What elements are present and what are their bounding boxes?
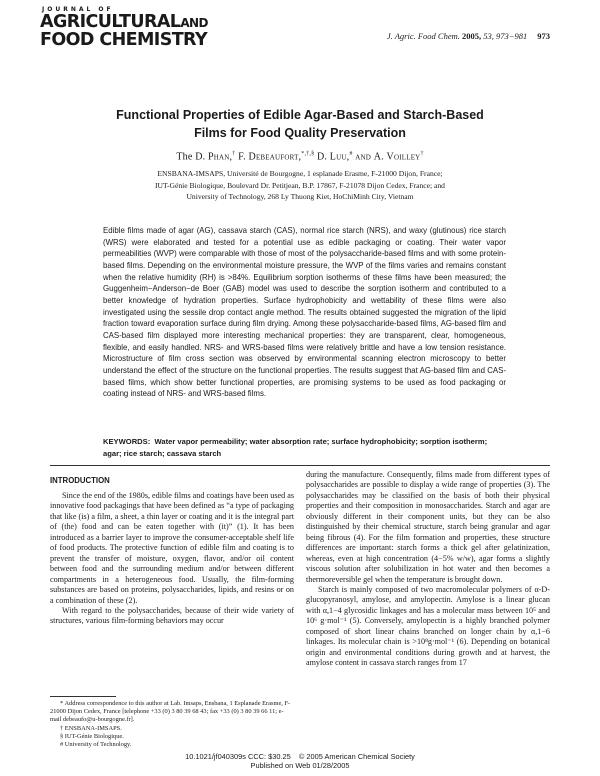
keywords bbox=[103, 436, 506, 459]
left-column bbox=[50, 491, 294, 627]
footnote-affil-3: # University of Technology. bbox=[60, 741, 132, 749]
abstract: Edible films made of agar (AG), cassava starch (CAS), normal rice starch (NRS), and waxy (glutinous) rice starch (WRS) were elaborated and tested for a potential use as edible packaging or coating. Their water vapor permeabilities (WVP) were comparable with those of most of the polysaccharide-based films and with some protein-based films. Depending on the environmental moisture pressure, the WVP of the films varies and remains constant when the relative humidity (RH) is >84%. Equilibrium sorption isotherms of these films have been measured; the Guggenheim−Anderson−de Boer (GAB) model was used to describe the sorption isotherm and contributed to a better knowledge of hydration properties. Surface hydrophobicity and wettability of these films were also investigated using the sessile drop contact angle method. The results obtained suggested the migration of the lipid fraction toward evaporation surface during film drying. Among these polysaccharide-based films, AG-based film and CAS-based film displayed more interesting mechanical properties: they are transparent, clear, homogeneous, flexible, and easily handled. NRS- and WRS-based films were relatively brittle and have a low tension resistance. Microstructure of film cross section was observed by environmental scanning electron microscopy to better understand the effect of the structure on the functional properties. The results suggest that AG-based film and CAS-based films, which show better functional properties, are promising systems to be used as food packaging or coating instead of NRS- and WRS-based films. bbox=[103, 226, 506, 399]
published-line: Published on Web 01/28/2005 bbox=[250, 761, 350, 770]
doi-line: 10.1021/jf040309s CCC: $30.25 © 2005 American Chemical Society bbox=[185, 752, 415, 761]
paragraph: during the manufacture. Consequently, films made from different types of polysaccharides are possible to display a wide range of properties (3). The polysaccharides may be classified on the basis of both their physical properties and their composition in monosaccharides. Starch and agar are obviously different in their component units, but they can be also distinguished by their chemical structure, starch being granular and agar being fibrous (4). For the film formation and properties, these structure differences are important: starch forms a thick gel after gelatinization, whereas, even at high concentration (4−5% w/w), agar forms a slightly viscous solution after solubilization in hot water and then becomes a thermoreversible gel when the temperature is brought down. bbox=[306, 470, 550, 584]
title-line-2: Films for Food Quality Preservation bbox=[194, 126, 406, 140]
affiliation-1: ENSBANA-IMSAPS, Université de Bourgogne, 1 esplanade Erasme, F-21000 Dijon, France; bbox=[157, 169, 443, 178]
footnote-affil-2: § IUT-Génie Biologique. bbox=[60, 732, 124, 740]
citation-journal: J. Agric. Food Chem. bbox=[386, 31, 460, 41]
citation-year: 2005, bbox=[462, 31, 482, 41]
paragraph: Since the end of the 1980s, edible films and coatings have been used as innovative food packagings that have been defined as “a type of packaging that like (is) a film, a sheet, a thin layer or coating and it is the integral part of (the) food and can be eaten together with (it)” (1). It has been introduced as a barrier layer to improve the consumer-acceptable shelf life of food products. The protective function of edible film and coating is to prevent the transfer of moisture, oxygen, flavor, and/or oil content between food and the surrounding medium and/or between different compartments in a heterogeneous food. Usually, the film-forming substances are based on proteins, polysaccharides, lipids, and resins or on a combination of these (2). bbox=[50, 491, 294, 605]
affiliation-3: University of Technology, 268 Ly Thuong Kiet, HoChiMinh City, Vietnam bbox=[186, 192, 414, 202]
footnote-affil-1: † ENSBANA-IMSAPS. bbox=[60, 724, 122, 732]
author-4-name: Voilley bbox=[386, 151, 421, 163]
footnote-correspondence: * Address correspondence to this author at Lab. Imsaps, Ensbana, 1 Esplanade Erasme, F-21000 Dijon Cedex, France [telephone +33 (0) 3 80 39 68 43; fax +33 (0) 3 80 39 66 11; e-mail debeaufo@u-bourgogne.fr]. bbox=[50, 700, 291, 724]
intro-heading: INTRODUCTION bbox=[50, 476, 110, 485]
keywords-text: Water vapor permeability; water absorption rate; surface hydrophobicity; sorption isotherm; agar; rice starch; cassava starch bbox=[103, 437, 488, 458]
section-divider bbox=[50, 465, 550, 466]
keywords-label: KEYWORDS: bbox=[103, 437, 151, 446]
author-4-mark: † bbox=[420, 151, 424, 157]
author-1-mark: † bbox=[232, 151, 236, 157]
affiliation-2: IUT-Génie Biologique, Boulevard Dr. Petitjean, B.P. 17867, F-21078 Dijon Cedex, France; and bbox=[155, 180, 445, 190]
author-list bbox=[0, 151, 600, 162]
paragraph: Starch is mainly composed of two macromolecular polymers of α-D-glucopyranosyl, amylose, and amylopectin. Amylose is a linear glucan with α,1−4 glycosidic linkages and has a molecular mass between 10⁵ and 10⁶ g·mol⁻¹ (5). Conversely, amylopectin is a highly branched polymer composed of short linear chains branched on longer chain by α,1−6 linkages. Its molecular chain is >10⁸g·mol⁻¹ (6). Depending on botanical origin and environmental conditions during growth and at harvest, the amylose content in cassava starch ranges from 17 bbox=[306, 584, 550, 668]
journal-logo-word: AGRICULTURAL bbox=[40, 12, 181, 32]
journal-logo-and: AND bbox=[180, 16, 208, 30]
title-line-1: Functional Properties of Edible Agar-Based and Starch-Based bbox=[116, 108, 484, 122]
article-title bbox=[0, 106, 600, 142]
author-3-name: Luu, bbox=[329, 151, 350, 163]
footnote-rule bbox=[50, 696, 116, 697]
paragraph: With regard to the polysaccharides, because of their wide variety of structures, various film-forming behaviors may occur bbox=[50, 605, 294, 626]
author-2-initials: F. bbox=[235, 151, 249, 163]
affiliations bbox=[80, 168, 520, 203]
page-number: 973 bbox=[537, 31, 550, 41]
author-3-initials: D. bbox=[314, 151, 330, 163]
author-2-mark: *,†,§ bbox=[301, 151, 315, 157]
author-1-name: Phan, bbox=[208, 151, 233, 163]
footnotes bbox=[50, 700, 294, 749]
author-1-initials: The D. bbox=[176, 151, 209, 163]
author-and: and bbox=[352, 151, 374, 163]
publication-info bbox=[0, 752, 600, 770]
author-3-mark: # bbox=[349, 151, 353, 157]
author-4-initials: A. bbox=[373, 151, 387, 163]
author-2-name: Debeaufort, bbox=[248, 151, 302, 163]
journal-logo-line2: FOOD CHEMISTRY bbox=[40, 30, 208, 50]
journal-kicker: JOURNAL OF bbox=[42, 6, 114, 13]
right-column bbox=[306, 470, 550, 669]
citation-volume: 53, 973−981 bbox=[483, 31, 528, 41]
citation bbox=[387, 31, 550, 41]
